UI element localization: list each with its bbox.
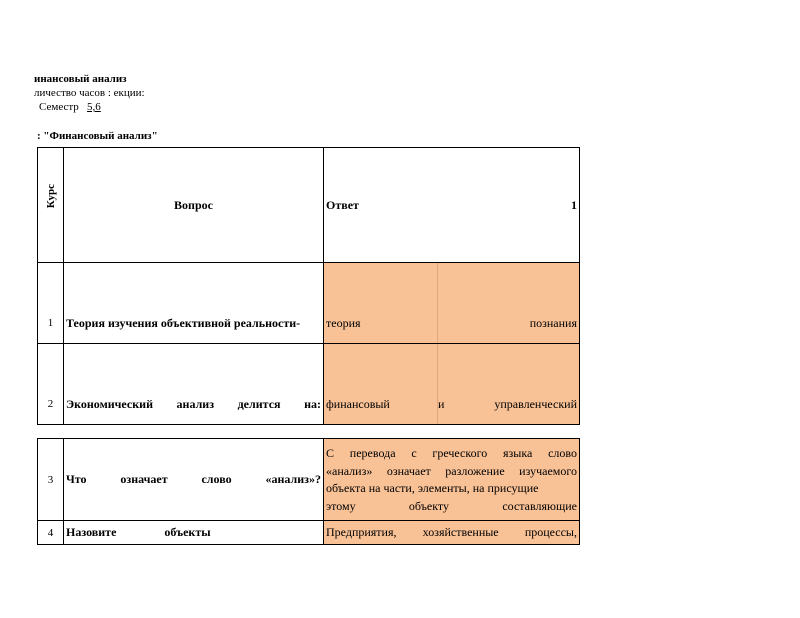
doc-title: инансовый анализ [34, 73, 127, 85]
question-word: Экономический [66, 397, 153, 411]
header-answer-cell [324, 148, 580, 263]
question-word: Назовите [66, 525, 117, 539]
question-word: объекты [164, 525, 211, 539]
answer-line: «анализ» означает разложение изучаемого [326, 463, 577, 478]
header-extra: 1 [571, 197, 577, 212]
row-answer [324, 263, 580, 344]
answer-left: финансовый [324, 344, 438, 424]
question-word: анализ [176, 397, 215, 411]
answer-left: теория [324, 263, 438, 343]
table-row [38, 344, 580, 425]
question-word: означает [120, 472, 168, 486]
header-kurs-cell [38, 148, 64, 263]
table-row [38, 263, 580, 344]
questions-table-part1 [37, 147, 580, 425]
hours-line: личество часов : екции: [34, 87, 145, 99]
semester-line [39, 101, 101, 114]
row-number: 4 [38, 521, 64, 545]
row-question: Теория изучения объективной реальности- [64, 263, 324, 344]
subject-line: : "Финансовый анализ" [37, 130, 158, 142]
row-number: 3 [38, 439, 64, 521]
row-answer: Предприятия, хозяйственные процессы, [324, 521, 580, 545]
answer-right: познания [529, 316, 577, 330]
answer-line: С перевода с греческого языка слово [326, 446, 577, 460]
answer-right [438, 344, 579, 424]
row-number: 2 [38, 344, 64, 425]
table-row [38, 521, 580, 545]
answer-line: этому объекту составляющие [326, 498, 577, 513]
semester-value: 5,6 [87, 101, 101, 113]
row-question [64, 439, 324, 521]
questions-table-part2 [37, 438, 580, 545]
answer-word: и [438, 397, 445, 411]
row-number: 1 [38, 263, 64, 344]
row-question [64, 521, 324, 545]
question-word: делится [237, 397, 281, 411]
header-kurs: Курс [44, 184, 57, 209]
row-answer [324, 344, 580, 425]
header-answer: Ответ [326, 197, 359, 212]
question-word: на: [304, 397, 321, 411]
header-question: Вопрос [64, 148, 324, 263]
answer-line: объекта на части, элементы, на присущие [326, 481, 539, 495]
table-header-row [38, 148, 580, 263]
question-word: «анализ»? [265, 472, 321, 486]
answer-word: управленческий [494, 397, 577, 411]
table-row [38, 439, 580, 521]
row-answer [324, 439, 580, 521]
question-word: Что [66, 472, 87, 486]
semester-label: Семестр [39, 101, 79, 113]
question-word: слово [201, 472, 232, 486]
row-question [64, 344, 324, 425]
